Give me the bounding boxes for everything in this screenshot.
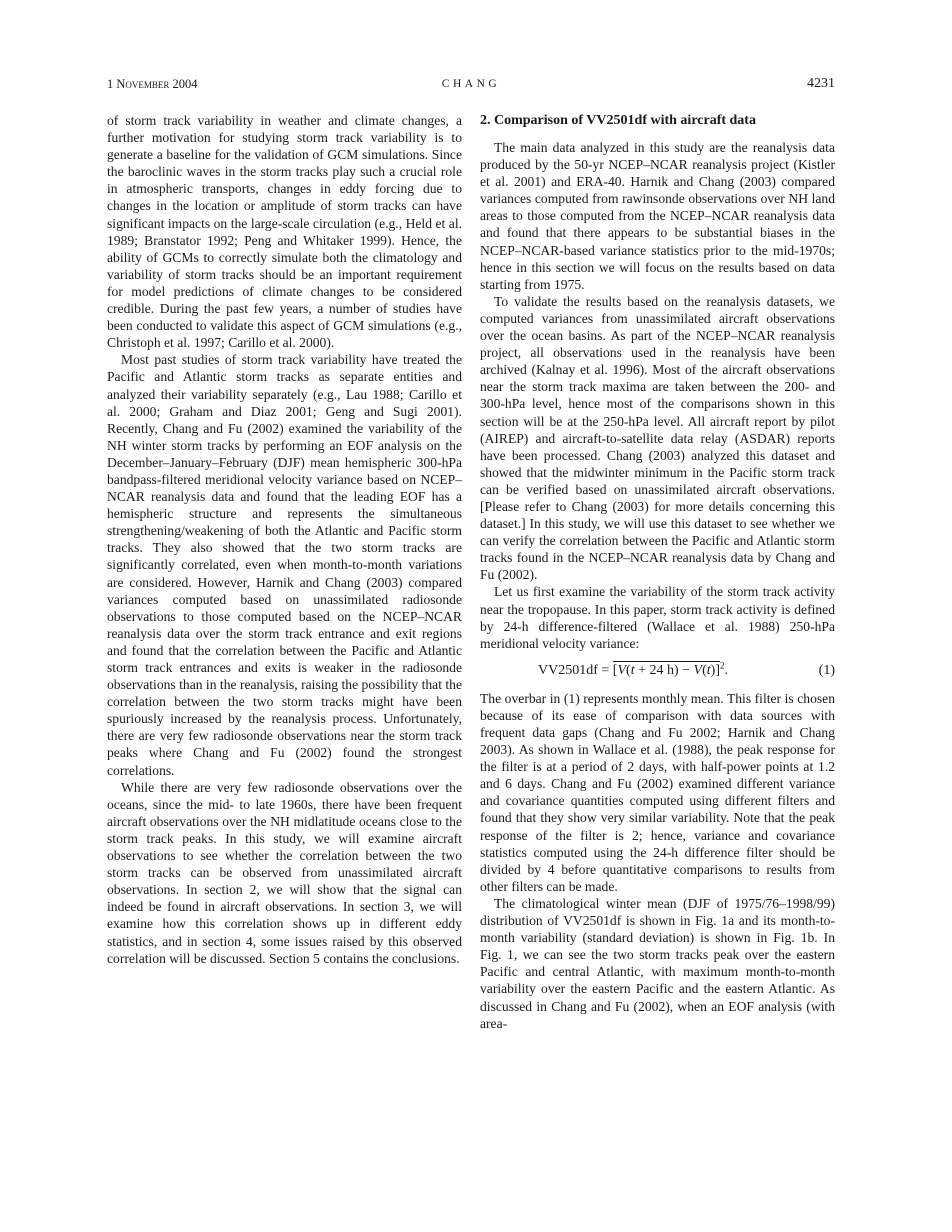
equation-bracket: [ bbox=[612, 662, 618, 678]
equation-lhs: VV2501df = bbox=[538, 662, 613, 678]
equation-exponent: 2 bbox=[719, 660, 725, 671]
equation-paren: ( bbox=[702, 662, 707, 678]
running-head-date: 1 November 2004 bbox=[107, 77, 198, 91]
body-paragraph: Let us first examine the variability of the storm track activity near the tropopause. In this paper, storm track activity is defined by 24-h difference-filtered (Wallace et al. 1988) 250-hPa meridional velocity variance: bbox=[480, 584, 835, 651]
equation-paren: ( bbox=[626, 662, 631, 678]
section-heading: 2. Comparison of VV2501df with aircraft data bbox=[480, 113, 756, 128]
equation-close: )] bbox=[710, 662, 720, 678]
equation-plus-term: + 24 h) − bbox=[634, 662, 694, 678]
equation-overbar-term bbox=[613, 661, 720, 678]
equation-number: (1) bbox=[818, 662, 835, 678]
page-number: 4231 bbox=[807, 76, 835, 91]
right-column bbox=[480, 112, 835, 1032]
equation-var-v: V bbox=[693, 662, 703, 678]
equation-1 bbox=[480, 661, 835, 681]
body-paragraph: of storm track variability in weather and climate changes, a further motivation for studying storm track variability is to generate a baseline for the validation of GCM simulations. Since the baroclinic waves in the storm tracks play such a crucial role in atmospheric transports, changes in eddy forcing due to changes in the location or amplitude of storm tracks can have significant impacts on the large-scale circulation (e.g., Held et al. 1989; Branstator 1992; Peng and Whitaker 1999). Hence, the ability of GCMs to correctly simulate both the climatology and variability of storm tracks should be an important requirement for model predictions of climate changes to be considered credible. During the past few years, a number of studies have been conducted to validate this aspect of GCM simulations (e.g., Christoph et al. 1997; Carillo et al. 2000). bbox=[107, 113, 462, 351]
equation-var-t: t bbox=[630, 662, 635, 678]
equation-body bbox=[538, 661, 728, 681]
body-paragraph: To validate the results based on the reanalysis datasets, we computed variances from unassimilated aircraft observations over the ocean basins. As part of the NCEP–NCAR reanalysis project, all observations used in the reanalysis have been archived (Kalnay et al. 1996). Most of the aircraft observations near the storm track maxima are taken between the 200- and 300-hPa level, hence most of the comparisons shown in this section will be at the 250-hPa level. All aircraft report by pilot (AIREP) and aircraft-to-satellite data relay (ASDAR) reports have been processed. Chang (2003) analyzed this dataset and showed that the midwinter minimum in the Pacific storm track can be verified based on unassimilated aircraft observations. [Please refer to Chang (2003) for more details concerning this dataset.] In this study, we will use this dataset to see whether we can verify the correlation between the Pacific and Atlantic storm tracks found in the NCEP–NCAR reanalysis data by Chang and Fu (2002). bbox=[480, 293, 835, 583]
body-paragraph: Most past studies of storm track variability have treated the Pacific and Atlantic storm tracks as separate entities and analyzed their variability separately (e.g., Lau 1988; Carillo et al. 2000; Graham and Diaz 2001; Geng and Sugi 2001). Recently, Chang and Fu (2002) examined the variability of the NH winter storm tracks by performing an EOF analysis on the December–January–February (DJF) mean hemispheric 300-hPa bandpass-filtered meridional velocity variance based on NCEP–NCAR reanalysis data and found that the leading EOF has a hemispheric structure and represents the simultaneous strengthening/weakening of both the Atlantic and Pacific storm tracks. They also showed that the two storm tracks are significantly correlated, even when month-to-month variations are considered. However, Harnik and Chang (2003) compared variances computed based on unassimilated radiosonde observations to those computed based on the NCEP–NCAR reanalysis data over the storm track entrance and exit regions and found that the correlation between the Pacific and Atlantic storm track entrances and exits is weaker in the radiosonde observations than in the reanalysis, raising the possibility that the correlation between the two storm tracks might have been spuriously increased by the reanalysis process. Unfortunately, there are very few radiosonde observations near the storm track peaks where Chang and Fu (2002) found the strongest correlations. bbox=[107, 352, 462, 778]
equation-var-t: t bbox=[706, 662, 711, 678]
body-paragraph: The main data analyzed in this study are the reanalysis data produced by the 50-yr NCEP–NCAR reanalysis project (Kistler et al. 2001) and ERA-40. Harnik and Chang (2003) compared variances computed from rawinsonde observations over NH land areas to those computed from the NCEP–NCAR reanalysis data and found that there appears to be substantial biases in the NCEP–NCAR-based variance statistics prior to the mid-1970s; hence in this section we will focus on the results based on data starting from 1975. bbox=[480, 140, 835, 292]
body-paragraph: While there are very few radiosonde observations over the oceans, since the mid- to late 1960s, there have been frequent aircraft observations over the NH midlatitude oceans close to the storm track peaks. In this study, we will examine aircraft observations to see whether the correlation between the two storm tracks can be observed from unassimilated aircraft observations. In section 2, we will show that the signal can indeed be found in aircraft observations. In section 3, we will examine how this correlation shows up in different eddy statistics, and in section 4, some issues raised by this observed correlation will be discussed. Section 5 contains the conclusions. bbox=[107, 779, 462, 966]
body-paragraph: The overbar in (1) represents monthly mean. This filter is chosen because of its ease of comparison with data sources with frequent data gaps (Chang and Fu 2002; Harnik and Chang 2003). As shown in Wallace et al. (1988), the peak response for the filter is at a period of 2 days, with half-power points at 1.2 and 6 days. Chang and Fu (2002) examined different variance and covariance quantities computed using different filters and found that they show very similar variability. Note that the peak response of the filter is 2; hence, variance and covariance statistics computed using the 24-h difference filter should be divided by 4 before quantitative comparisons to results from other filters can be made. bbox=[480, 690, 835, 894]
equation-period: . bbox=[724, 662, 728, 678]
running-head-author: CHANG bbox=[441, 78, 501, 90]
left-column bbox=[107, 112, 462, 967]
body-paragraph: The climatological winter mean (DJF of 1975/76–1998/99) distribution of VV2501df is shown in Fig. 1a and its month-to-month variability (standard deviation) is shown in Fig. 1b. In Fig. 1, we can see the two storm tracks peak over the eastern Pacific and central Atlantic, with maximum month-to-month variability over the eastern Pacific and the eastern Atlantic. As discussed in Chang and Fu (2002), when an EOF analysis (with area- bbox=[480, 895, 835, 1031]
running-head bbox=[107, 74, 835, 94]
equation-var-v: V bbox=[617, 662, 627, 678]
